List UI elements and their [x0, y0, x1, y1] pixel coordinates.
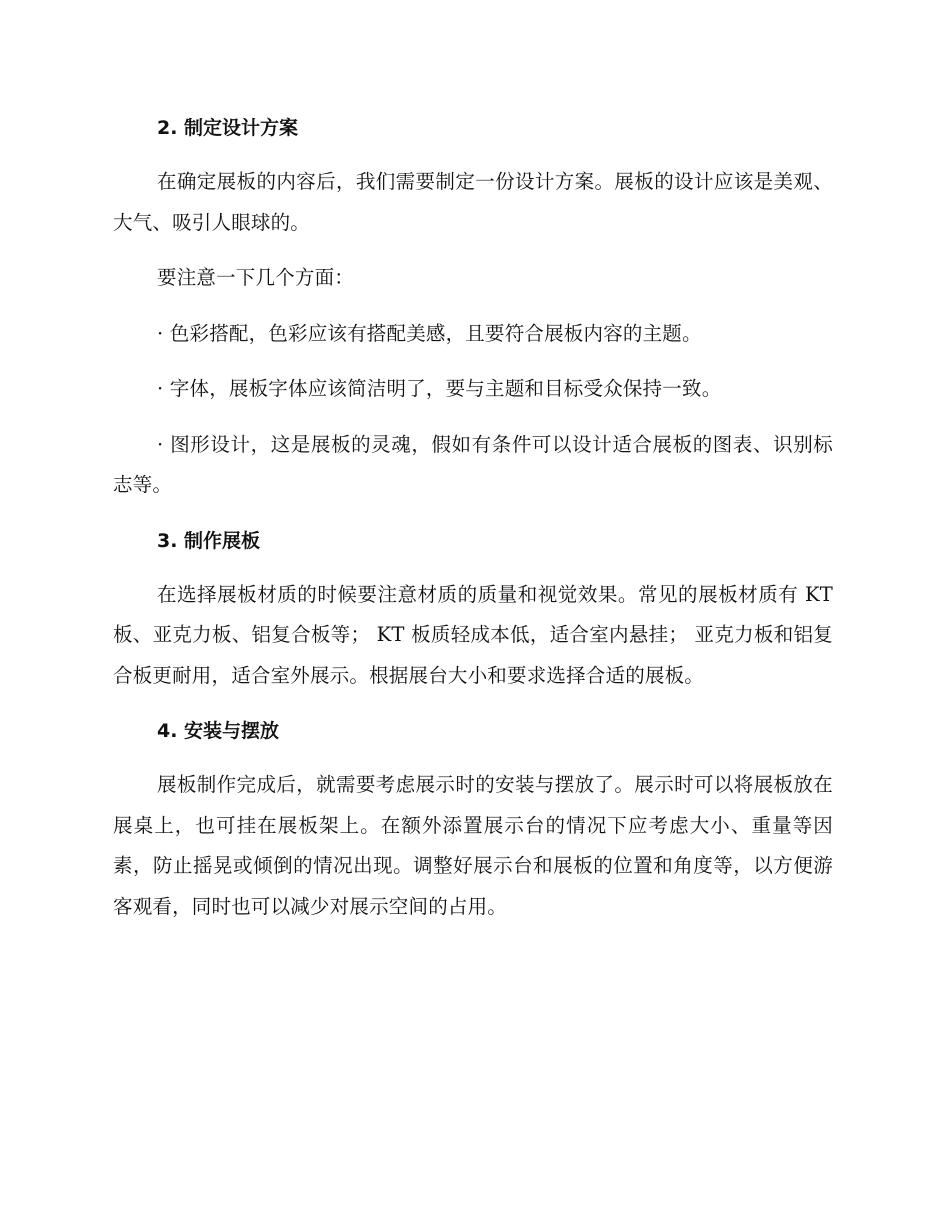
paragraph-materials: 在选择展板材质的时候要注意材质的质量和视觉效果。常见的展板材质有 KT 板、亚克力板、铝复合板等； KT 板质轻成本低，适合室内悬挂； 亚克力板和铝复合板更耐用，适合室外展示。根据展台大小和要求选择合适的展板。 — [113, 582, 833, 687]
section-heading-design-plan: 2. 制定设计方案 — [157, 117, 299, 139]
bullet-graphic-design: · 图形设计，这是展板的灵魂，假如有条件可以设计适合展板的图表、识别标志等。 — [113, 432, 833, 496]
paragraph-installation: 展板制作完成后，就需要考虑展示时的安装与摆放了。展示时可以将展板放在展桌上，也可挂在展板架上。在额外添置展示台的情况下应考虑大小、重量等因素，防止摇晃或倾倒的情况出现。调整好展示台和展板的位置和角度等，以方便游客观看，同时也可以减少对展示空间的占用。 — [113, 773, 833, 918]
section-heading-make-board: 3. 制作展板 — [157, 529, 261, 552]
document-body — [113, 108, 833, 927]
bullet-font: · 字体，展板字体应该简洁明了，要与主题和目标受众保持一致。 — [157, 377, 722, 400]
bullet-color-matching: · 色彩搭配，色彩应该有搭配美感，且要符合展板内容的主题。 — [157, 321, 702, 345]
section-heading-install: 4. 安装与摆放 — [157, 720, 280, 742]
paragraph-design-intro: 在确定展板的内容后，我们需要制定一份设计方案。展板的设计应该是美观、大气、吸引人眼球的。 — [113, 170, 833, 234]
paragraph-design-aspects: 要注意一下几个方面： — [157, 266, 355, 289]
